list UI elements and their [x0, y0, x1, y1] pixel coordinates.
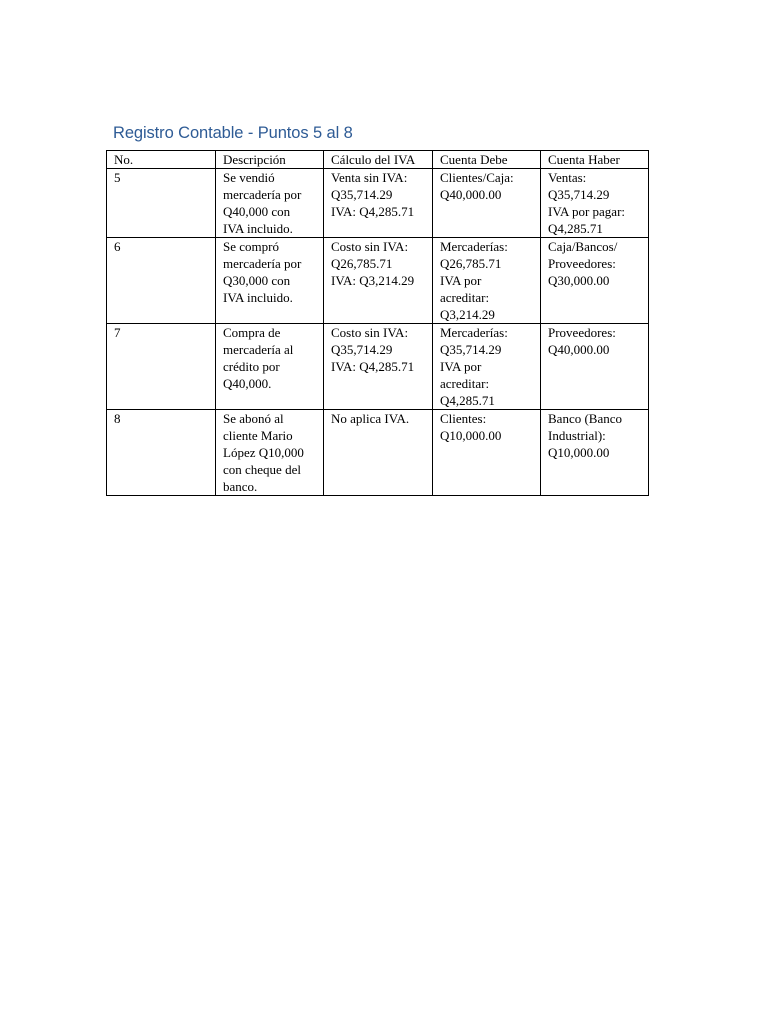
cell-cuenta-debe: Clientes: Q10,000.00 [433, 410, 541, 496]
cell-descripcion: Se compró mercadería por Q30,000 con IVA incluido. [216, 238, 324, 324]
cell-calculo-iva: Costo sin IVA: Q35,714.29 IVA: Q4,285.71 [324, 324, 433, 410]
cell-cuenta-debe: Mercaderías: Q35,714.29 IVA por acreditar: Q4,285.71 [433, 324, 541, 410]
header-cuenta-haber: Cuenta Haber [541, 151, 649, 169]
header-cuenta-debe: Cuenta Debe [433, 151, 541, 169]
header-no: No. [107, 151, 216, 169]
cell-no: 8 [107, 410, 216, 496]
cell-no: 7 [107, 324, 216, 410]
cell-cuenta-debe: Clientes/Caja: Q40,000.00 [433, 169, 541, 238]
table-header-row [107, 151, 649, 169]
cell-cuenta-haber: Banco (Banco Industrial): Q10,000.00 [541, 410, 649, 496]
accounting-table [106, 150, 649, 496]
cell-descripcion: Compra de mercadería al crédito por Q40,000. [216, 324, 324, 410]
cell-calculo-iva: Venta sin IVA: Q35,714.29 IVA: Q4,285.71 [324, 169, 433, 238]
table-row [107, 324, 649, 410]
cell-no: 6 [107, 238, 216, 324]
cell-cuenta-haber: Caja/Bancos/ Proveedores: Q30,000.00 [541, 238, 649, 324]
page-title: Registro Contable - Puntos 5 al 8 [113, 124, 353, 142]
cell-cuenta-haber: Proveedores: Q40,000.00 [541, 324, 649, 410]
table-row [107, 169, 649, 238]
cell-calculo-iva: Costo sin IVA: Q26,785.71 IVA: Q3,214.29 [324, 238, 433, 324]
cell-descripcion: Se vendió mercadería por Q40,000 con IVA incluido. [216, 169, 324, 238]
header-calculo-iva: Cálculo del IVA [324, 151, 433, 169]
cell-descripcion: Se abonó al cliente Mario López Q10,000 con cheque del banco. [216, 410, 324, 496]
cell-cuenta-debe: Mercaderías: Q26,785.71 IVA por acreditar: Q3,214.29 [433, 238, 541, 324]
cell-cuenta-haber: Ventas: Q35,714.29 IVA por pagar: Q4,285.71 [541, 169, 649, 238]
table-row [107, 238, 649, 324]
cell-no: 5 [107, 169, 216, 238]
cell-calculo-iva: No aplica IVA. [324, 410, 433, 496]
table-row [107, 410, 649, 496]
header-descripcion: Descripción [216, 151, 324, 169]
